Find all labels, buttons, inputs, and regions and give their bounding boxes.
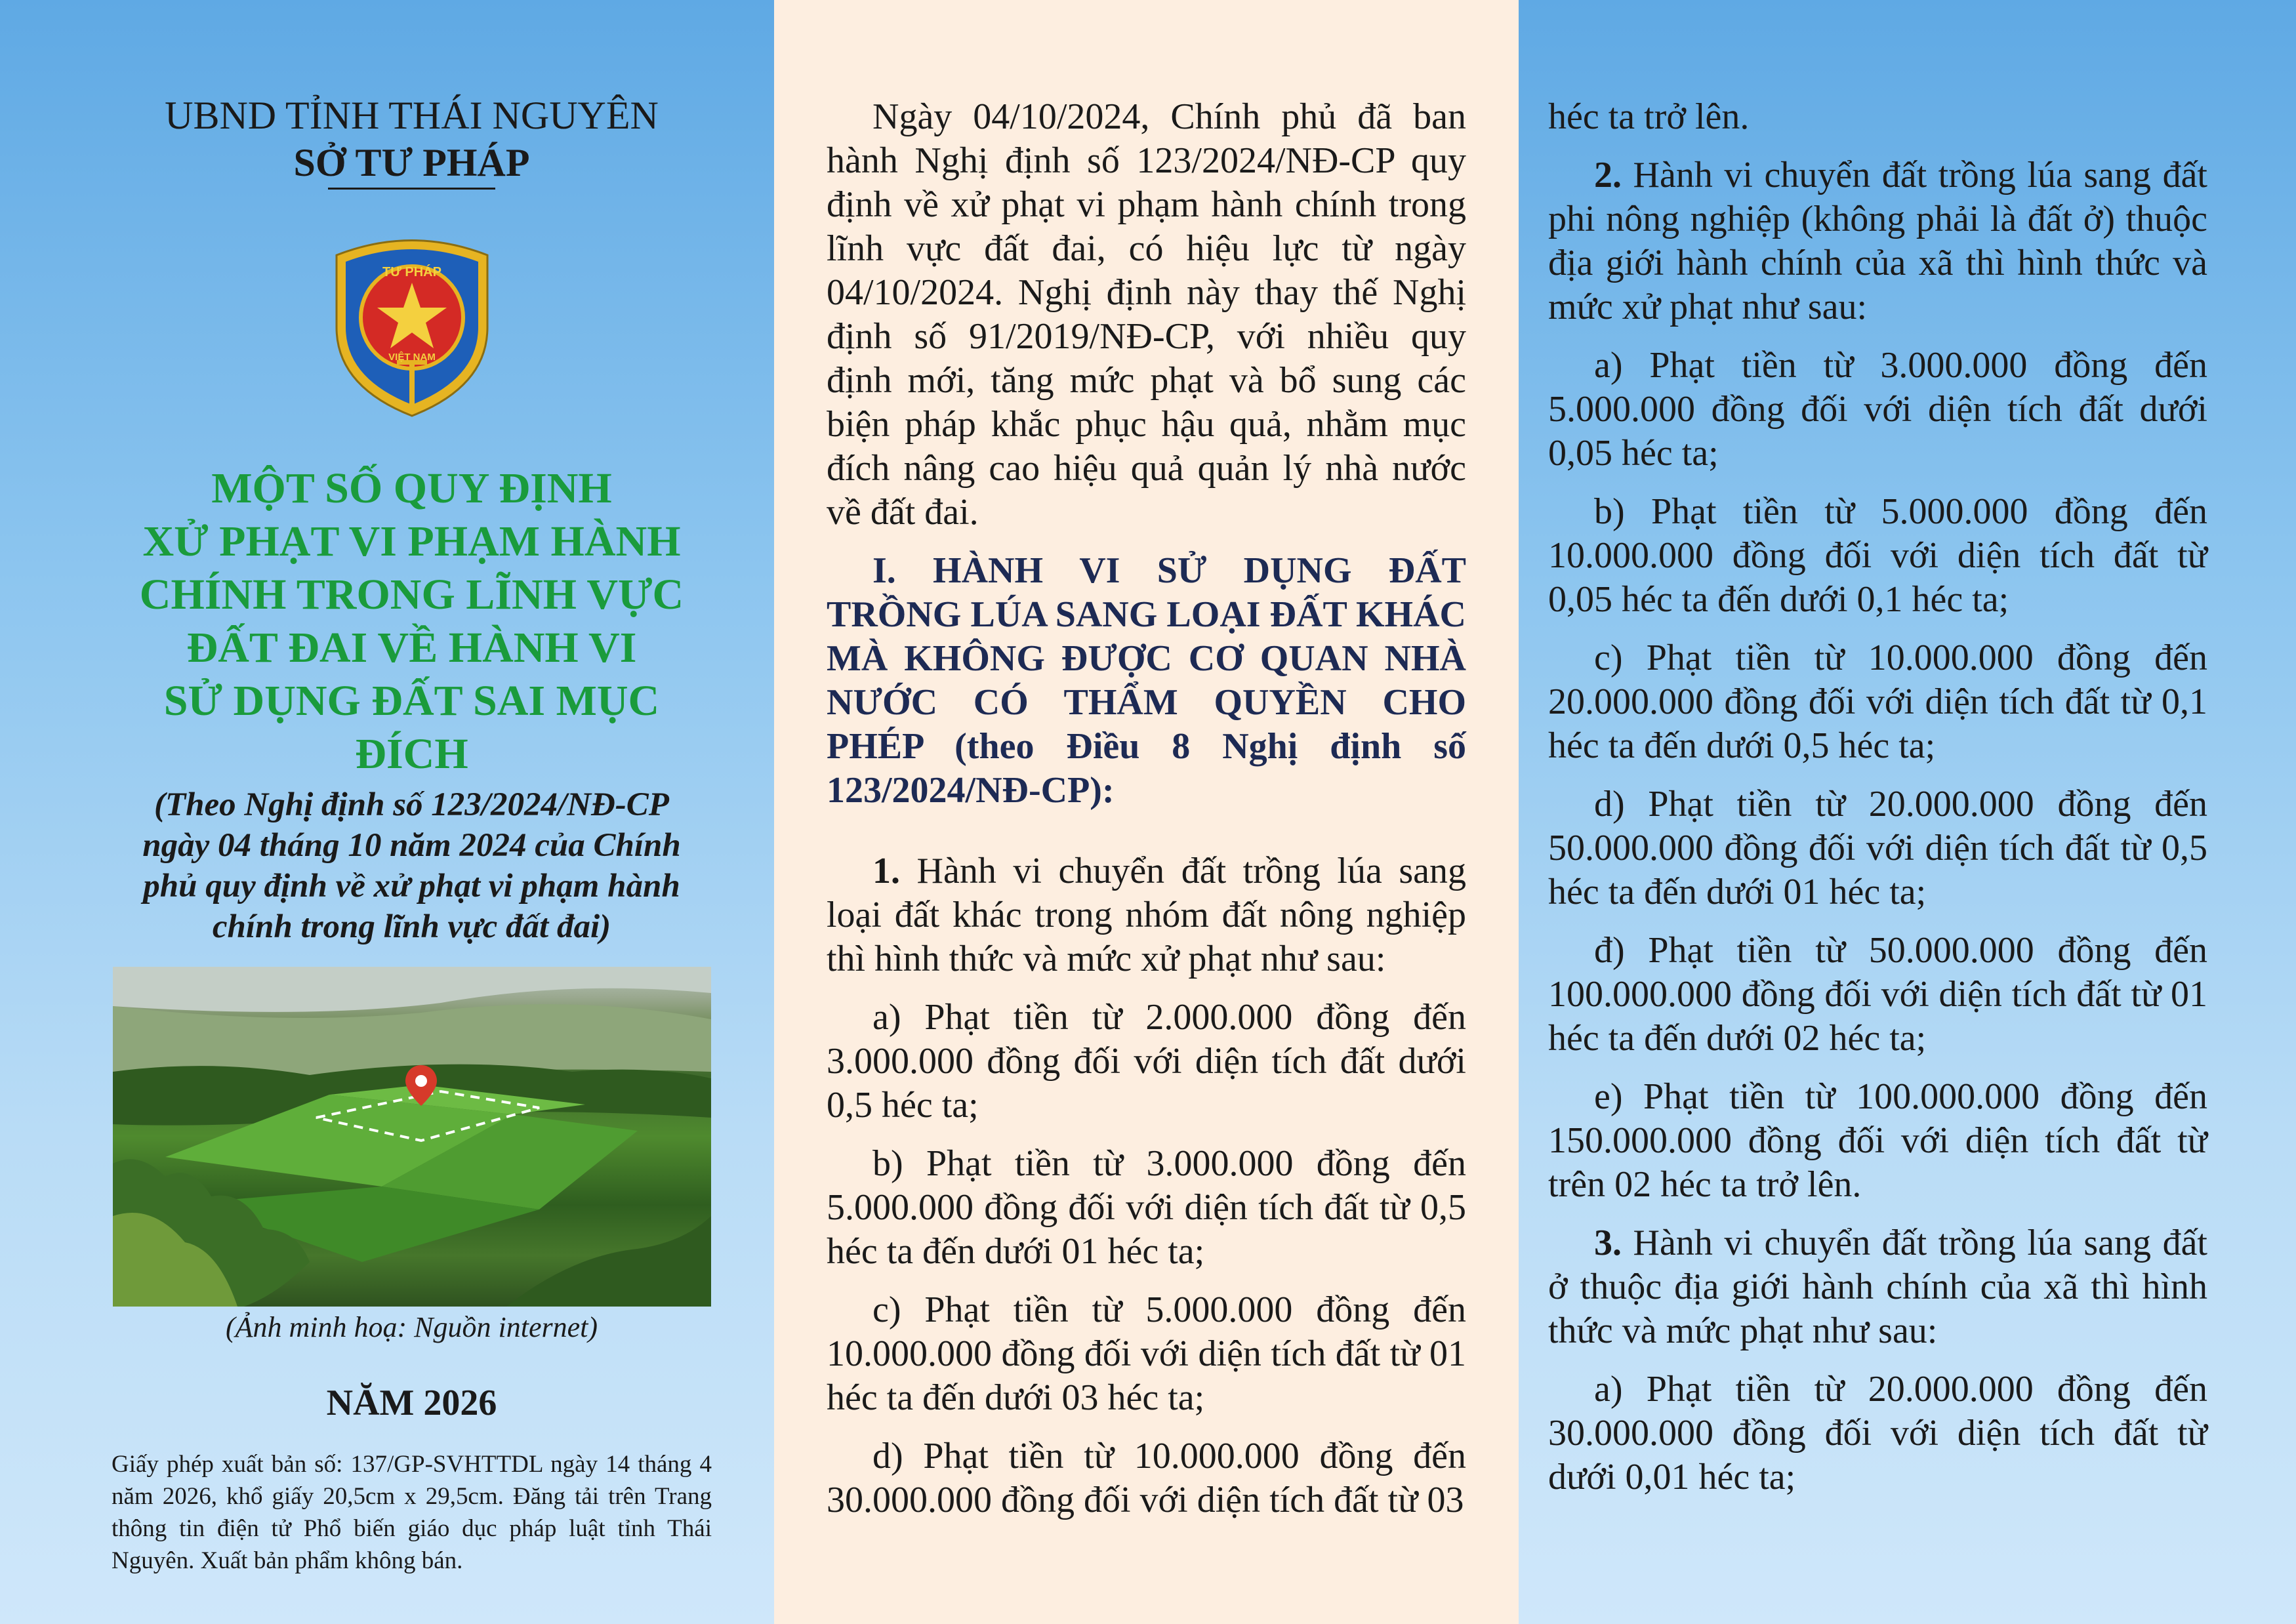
middle-panel xyxy=(774,0,1519,1624)
right-panel xyxy=(1519,0,2296,1624)
title-line: MỘT SỐ QUY ĐỊNH xyxy=(211,464,612,512)
license-info: Giấy phép xuất bản số: 137/GP-SVHTTDL ngày 14 tháng 4 năm 2026, khổ giấy 20,5cm x 29,5cm. Đăng tải trên Trang thông tin điện tử Phổ biến giáo dục pháp luật tỉnh Thái Nguyên. Xuất bản phẩm không bán. xyxy=(112,1451,712,1574)
tu-phap-emblem-icon xyxy=(323,229,501,419)
item-2dd: đ) Phạt tiền từ 50.000.000 đồng đến 100.000.000 đồng đối với diện tích đất từ 01 héc ta đến dưới 02 héc ta; xyxy=(1548,930,2207,1059)
org-line-1: UBND TỈNH THÁI NGUYÊN xyxy=(165,94,659,137)
item-2 xyxy=(1548,153,2207,329)
landscape-illustration xyxy=(113,967,711,1307)
item-1d-continued: héc ta trở lên. xyxy=(1548,96,1750,137)
org-underline xyxy=(328,188,495,190)
item-1d: d) Phạt tiền từ 10.000.000 đồng đến 30.000.000 đồng đối với diện tích đất từ 03 xyxy=(827,1436,1466,1520)
emblem-bottom-text: VIỆT NAM xyxy=(388,352,436,363)
item-text: Hành vi chuyển đất trồng lúa sang đất phi nông nghiệp (không phải là đất ở) thuộc địa giới hành chính của xã thì hình thức và mức xử phạt như sau: xyxy=(1548,155,2207,327)
subtitle-line: chính trong lĩnh vực đất đai) xyxy=(212,908,611,945)
item-1b: b) Phạt tiền từ 3.000.000 đồng đến 5.000.000 đồng đối với diện tích đất từ 0,5 héc ta đến dưới 01 héc ta; xyxy=(827,1143,1466,1272)
item-number: 1. xyxy=(872,851,900,891)
item-3 xyxy=(1548,1221,2207,1353)
item-number: 3. xyxy=(1594,1223,1622,1263)
item-text: Hành vi chuyển đất trồng lúa sang đất ở thuộc địa giới hành chính của xã thì hình thức và mức phạt như sau: xyxy=(1548,1223,2207,1351)
landscape-photo xyxy=(113,967,711,1307)
right-body xyxy=(1548,95,2207,1499)
section-heading: I. HÀNH VI SỬ DỤNG ĐẤT TRỒNG LÚA SANG LOẠI ĐẤT KHÁC MÀ KHÔNG ĐƯỢC CƠ QUAN NHÀ NƯỚC CÓ THẨM QUYỀN CHO PHÉP (theo Điều 8 Nghị định số 123/2024/NĐ-CP): xyxy=(827,550,1466,811)
cover-panel xyxy=(0,0,774,1624)
subtitle-line: phủ quy định về xử phạt vi phạm hành xyxy=(143,868,680,904)
subtitle-line: ngày 04 tháng 10 năm 2024 của Chính xyxy=(142,827,681,864)
title-line: XỬ PHẠT VI PHẠM HÀNH xyxy=(142,518,681,565)
document-title xyxy=(112,462,712,781)
item-1 xyxy=(827,849,1466,981)
intro-paragraph: Ngày 04/10/2024, Chính phủ đã ban hành Nghị định số 123/2024/NĐ-CP quy định về xử phạt vi phạm hành chính trong lĩnh vực đất đai, có hiệu lực từ ngày 04/10/2024. Nghị định này thay thế Nghị định số 91/2019/NĐ-CP, với nhiều quy định mới, tăng mức phạt và bổ sung các biện pháp khắc phục hậu quả, nhằm mục đích nâng cao hiệu quả quản lý nhà nước về đất đai. xyxy=(827,96,1466,533)
document-subtitle xyxy=(112,784,712,947)
item-3a: a) Phạt tiền từ 20.000.000 đồng đến 30.000.000 đồng đối với diện tích đất từ dưới 0,01 héc ta; xyxy=(1548,1369,2207,1497)
subtitle-line: (Theo Nghị định số 123/2024/NĐ-CP xyxy=(154,786,669,823)
item-number: 2. xyxy=(1594,155,1622,195)
item-text: Hành vi chuyển đất trồng lúa sang loại đất khác trong nhóm đất nông nghiệp thì hình thức và mức xử phạt như sau: xyxy=(827,851,1466,979)
title-line: SỬ DỤNG ĐẤT SAI MỤC ĐÍCH xyxy=(163,677,660,778)
org-line-2: SỞ TƯ PHÁP xyxy=(293,141,530,184)
title-line: CHÍNH TRONG LĨNH VỰC xyxy=(139,571,684,619)
item-2a: a) Phạt tiền từ 3.000.000 đồng đến 5.000.000 đồng đối với diện tích đất dưới 0,05 héc ta; xyxy=(1548,345,2207,474)
item-2d: d) Phạt tiền từ 20.000.000 đồng đến 50.000.000 đồng đối với diện tích đất từ 0,5 héc ta đến dưới 01 héc ta; xyxy=(1548,784,2207,912)
item-2c: c) Phạt tiền từ 10.000.000 đồng đến 20.000.000 đồng đối với diện tích đất từ 0,1 héc ta đến dưới 0,5 héc ta; xyxy=(1548,638,2207,766)
title-line: ĐẤT ĐAI VỀ HÀNH VI xyxy=(186,624,637,672)
item-1a: a) Phạt tiền từ 2.000.000 đồng đến 3.000.000 đồng đối với diện tích đất dưới 0,5 héc ta; xyxy=(827,997,1466,1126)
publication-year: NĂM 2026 xyxy=(326,1383,497,1423)
photo-caption: (Ảnh minh hoạ: Nguồn internet) xyxy=(225,1311,598,1343)
item-1c: c) Phạt tiền từ 5.000.000 đồng đến 10.000.000 đồng đối với diện tích đất từ 01 héc ta đến dưới 03 héc ta; xyxy=(827,1289,1466,1418)
emblem-top-text: TƯ PHÁP xyxy=(382,265,441,279)
item-2b: b) Phạt tiền từ 5.000.000 đồng đến 10.000.000 đồng đối với diện tích đất từ 0,05 héc ta đến dưới 0,1 héc ta; xyxy=(1548,491,2207,620)
middle-body xyxy=(827,95,1466,1522)
cover-content xyxy=(112,92,712,1577)
item-2e: e) Phạt tiền từ 100.000.000 đồng đến 150.000.000 đồng đối với diện tích đất từ trên 02 héc ta trở lên. xyxy=(1548,1076,2207,1205)
